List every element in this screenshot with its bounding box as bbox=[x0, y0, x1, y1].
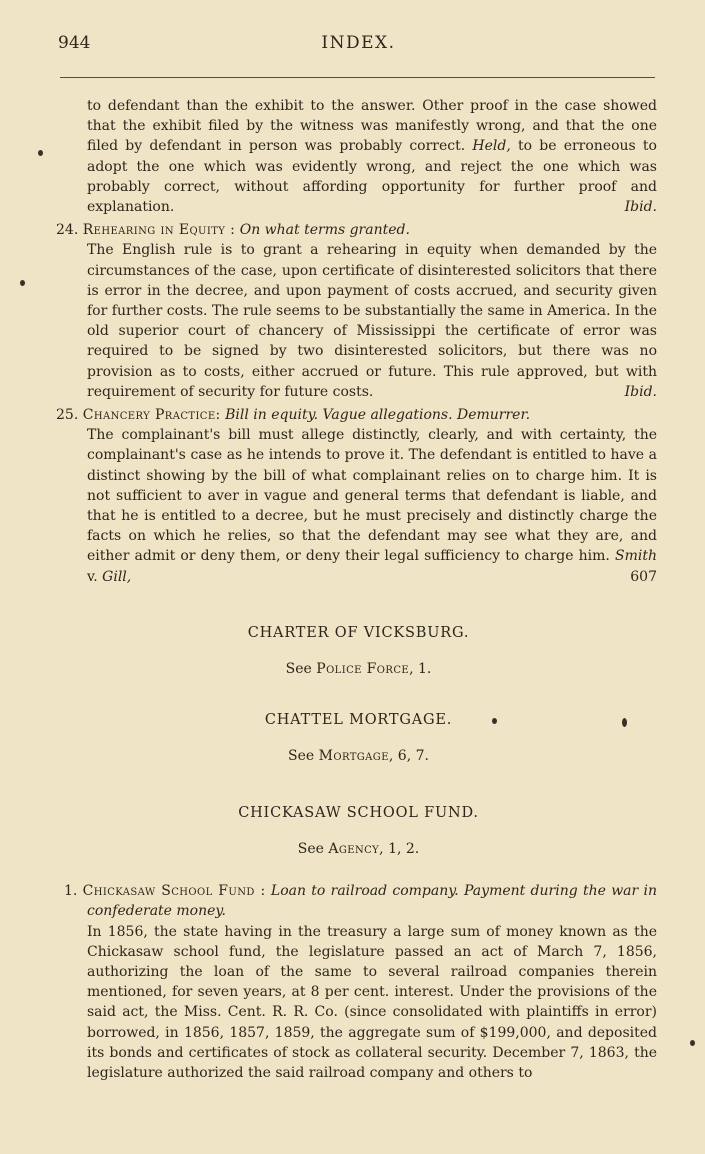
case-name-a: Smith bbox=[615, 548, 657, 565]
see-reference: See Police Force, 1. bbox=[285, 661, 432, 678]
entry-heading-25: 25. Chancery Practice: Bill in equity. Vague allegations. Demurrer. bbox=[56, 407, 531, 424]
see-reference: See Agency, 1, 2. bbox=[297, 840, 420, 857]
entry-text-25: The complainant's bill must allege distinctly, clearly, and with certainty, the complainant's case as he intends to prove it. The defendant is entitled to have a distinct showing by the bill of what complainant relies on to charge him. It is not sufficient to aver in vague and general terms that defendant is liable, and that he is entitled to a decree, but he must precisely and distinctly charge the facts on which he relies, so that the defendant may see what they are, and either admit or deny them, or deny their legal sufficiency to charge him. Smith v. Gill, 607 bbox=[60, 425, 657, 587]
entry-text-1: In 1856, the state having in the treasury a large sum of money known as the Chickasaw school fund, the legislature passed an act of March 7, 1856, authorizing the loan of the same to several railroad companies therein mentioned, for seven years, at 8 per cent. interest. Under the provisions of the said act, the Miss. Cent. R. R. Co. (since consolidated with plaintiffs in error) borrowed, in 1856, 1857, 1859, the aggregate sum of $199,000, and deposited its bonds and certificates of stock as collateral security. December 7, 1863, the legislature authorized the said railroad company and others to bbox=[87, 923, 657, 1081]
section-title: CHARTER OF VICKSBURG. bbox=[247, 624, 470, 641]
entry-subtitle: Loan to railroad company. Payment during the war in confederate money. bbox=[87, 883, 657, 920]
held-text: to be erroneous to adopt the one which was evidently wrong, and reject the one which was probably correct, without affording opportunity for further proof and explanation. bbox=[87, 138, 657, 216]
entry-title: Rehearing in Equity : bbox=[82, 222, 236, 239]
entry-subtitle: On what terms granted. bbox=[239, 222, 410, 239]
entry-title: Chancery Practice: bbox=[82, 407, 221, 424]
ink-speck bbox=[690, 1040, 695, 1046]
header-rule bbox=[60, 77, 655, 78]
entry-heading-24: 24. Rehearing in Equity : On what terms granted. bbox=[56, 222, 410, 239]
see-reference: See Mortgage, 6, 7. bbox=[288, 748, 429, 765]
entry-title: Chickasaw School Fund : bbox=[82, 883, 266, 900]
section-title: CHICKASAW SCHOOL FUND. bbox=[238, 804, 479, 821]
case-versus: v. bbox=[87, 568, 98, 585]
section-title: CHATTEL MORTGAGE. bbox=[264, 712, 453, 729]
entry-text-24: The English rule is to grant a rehearing in equity when demanded by the circumstances of the case, upon certificate of disinterested solicitors that there is error in the decree, and upon payment of costs accrued, and security given for further costs. The rule seems to be substantially the same in America. In the old superior court of chancery of Mississippi the certificate of error was required to be signed by two disinterested solicitors, but there was no provision as to costs, either accrued or future. This rule approved, but with requirement of security for future costs. Ibid. bbox=[60, 240, 657, 402]
citation: Ibid. bbox=[624, 199, 657, 216]
continued-entry bbox=[60, 96, 657, 217]
entry-heading-1: 1. Chickasaw School Fund : Loan to railroad company. Payment during the war in confederate money. bbox=[64, 883, 657, 920]
running-title: INDEX. bbox=[321, 33, 396, 53]
page-reference: 607 bbox=[630, 568, 657, 585]
case-name-b: Gill, bbox=[102, 568, 132, 585]
entry-subtitle: Bill in equity. Vague allegations. Demurrer. bbox=[225, 407, 531, 424]
ink-speck bbox=[20, 280, 25, 286]
page-body bbox=[56, 96, 657, 1083]
continued-text: to defendant than the exhibit to the answer. Other proof in the case showed that the exhibit filed by the witness was manifestly wrong, and that the one filed by defendant in person was probably correct. bbox=[87, 98, 657, 155]
page-number: 944 bbox=[58, 33, 91, 53]
ink-speck bbox=[38, 150, 43, 156]
held-label: Held, bbox=[472, 138, 511, 155]
citation: Ibid. bbox=[624, 383, 657, 400]
